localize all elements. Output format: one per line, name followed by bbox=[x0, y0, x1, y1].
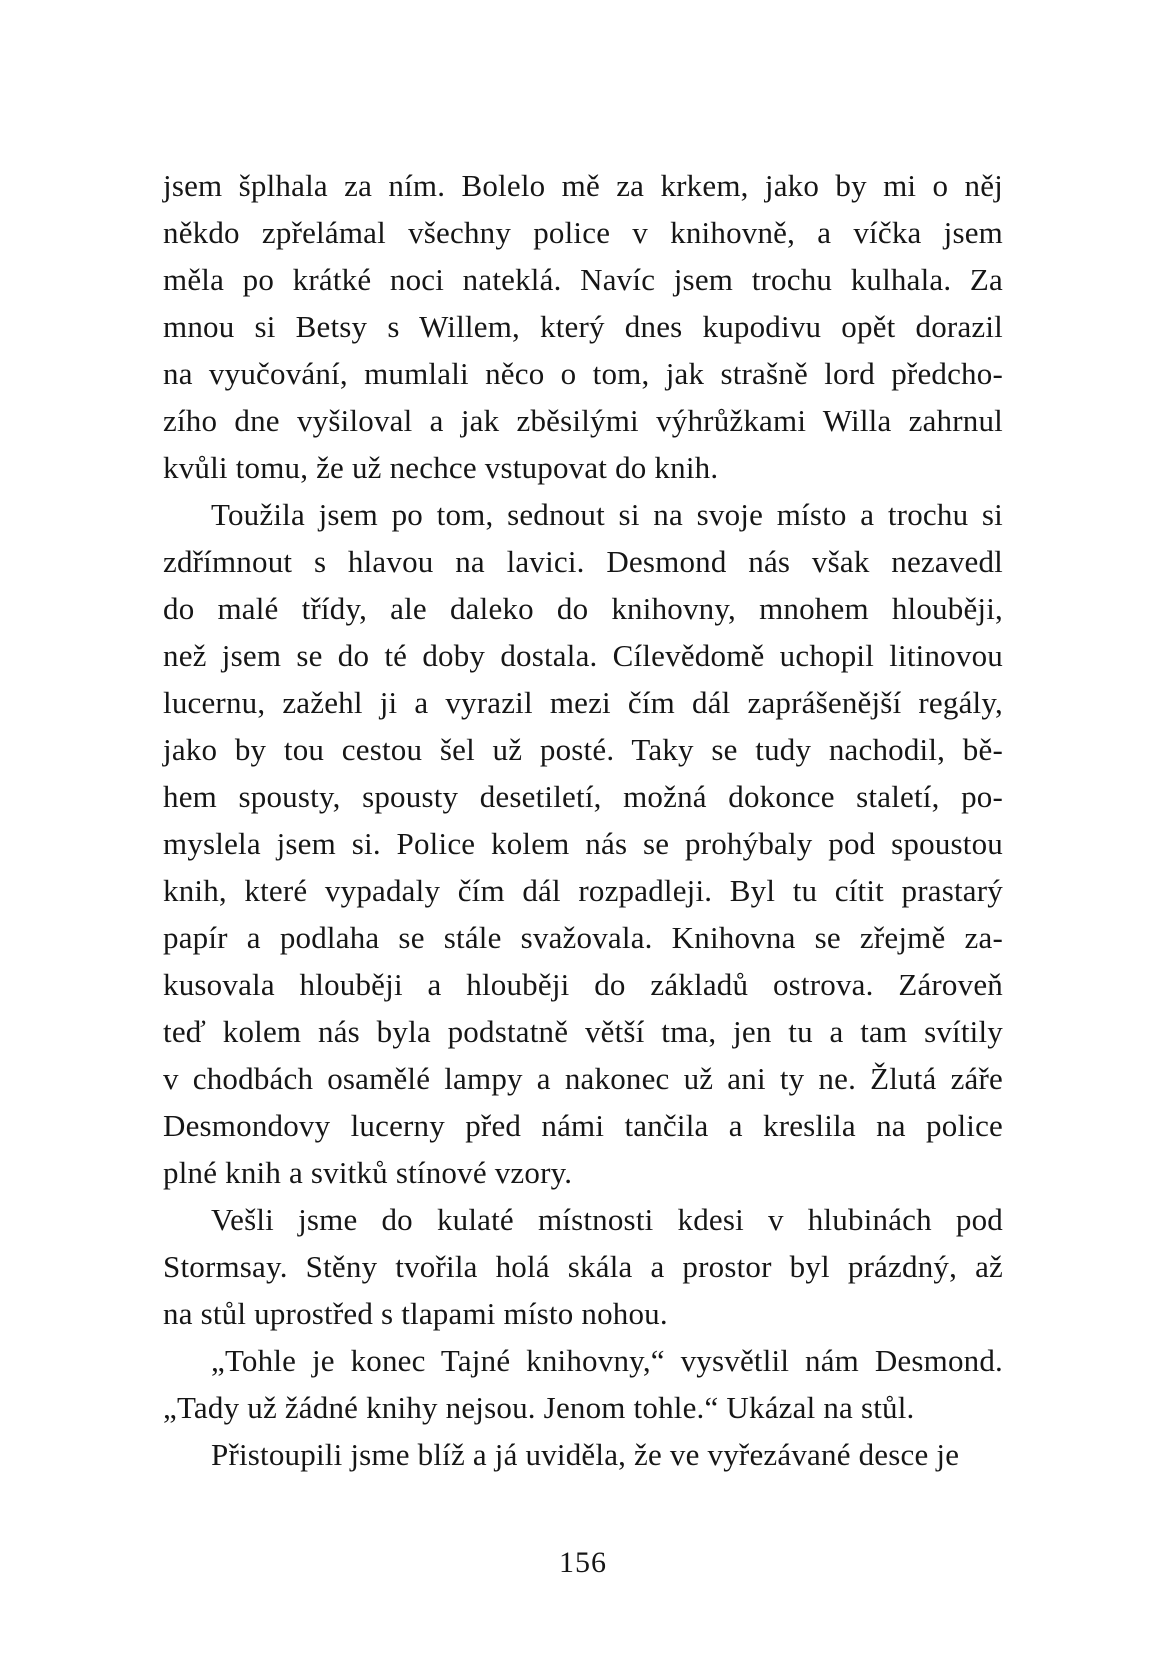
text-line: jsem šplhala za ním. Bolelo mě za krkem, jako by mi o něj bbox=[163, 168, 1003, 203]
text-line: jako by tou cestou šel už posté. Taky se tudy nachodil, bě- bbox=[163, 732, 1003, 767]
text-line: v chodbách osamělé lampy a nakonec už ani ty ne. Žlutá záře bbox=[163, 1061, 1003, 1096]
text-line: hem spousty, spousty desetiletí, možná dokonce staletí, po- bbox=[163, 779, 1003, 814]
paragraph bbox=[163, 162, 1003, 491]
text-line: „Tohle je konec Tajné knihovny,“ vysvětlil nám Desmond. bbox=[211, 1343, 1003, 1378]
text-line: Vešli jsme do kulaté místnosti kdesi v hlubinách pod bbox=[211, 1202, 1003, 1237]
text-line: Toužila jsem po tom, sednout si na svoje místo a trochu si bbox=[211, 497, 1003, 532]
text-line: než jsem se do té doby dostala. Cílevědomě uchopil litinovou bbox=[163, 638, 1003, 673]
text-line: někdo zpřelámal všechny police v knihovně, a víčka jsem bbox=[163, 215, 1003, 250]
text-line: kvůli tomu, že už nechce vstupovat do knih. bbox=[163, 450, 719, 485]
page-number: 156 bbox=[559, 1546, 607, 1579]
paragraph bbox=[163, 1431, 1003, 1478]
text-line: Desmondovy lucerny před námi tančila a kreslila na police bbox=[163, 1108, 1003, 1143]
text-block bbox=[163, 162, 1003, 1478]
text-line: Stormsay. Stěny tvořila holá skála a prostor byl prázdný, až bbox=[163, 1249, 1003, 1284]
text-line: kusovala hlouběji a hlouběji do základů ostrova. Zároveň bbox=[163, 967, 1003, 1002]
text-line: plné knih a svitků stínové vzory. bbox=[163, 1155, 573, 1190]
text-line: teď kolem nás byla podstatně větší tma, jen tu a tam svítily bbox=[163, 1014, 1003, 1049]
text-line: zdřímnout s hlavou na lavici. Desmond nás však nezavedl bbox=[163, 544, 1003, 579]
text-line: papír a podlaha se stále svažovala. Knihovna se zřejmě za- bbox=[163, 920, 1003, 955]
text-line: myslela jsem si. Police kolem nás se prohýbaly pod spoustou bbox=[163, 826, 1003, 861]
paragraph bbox=[163, 1337, 1003, 1431]
paragraph bbox=[163, 1196, 1003, 1337]
text-line: do malé třídy, ale daleko do knihovny, mnohem hlouběji, bbox=[163, 591, 1003, 626]
text-line: lucernu, zažehl ji a vyrazil mezi čím dál zaprášenější regály, bbox=[163, 685, 1003, 720]
paragraph bbox=[163, 491, 1003, 1196]
text-line: „Tady už žádné knihy nejsou. Jenom tohle.“ Ukázal na stůl. bbox=[163, 1390, 915, 1425]
text-line: Přistoupili jsme blíž a já uviděla, že ve vyřezávané desce je bbox=[211, 1437, 960, 1472]
text-line: na vyučování, mumlali něco o tom, jak strašně lord předcho- bbox=[163, 356, 1003, 391]
text-line: knih, které vypadaly čím dál rozpadleji. Byl tu cítit prastarý bbox=[163, 873, 1003, 908]
text-line: mnou si Betsy s Willem, který dnes kupodivu opět dorazil bbox=[163, 309, 1003, 344]
text-line: na stůl uprostřed s tlapami místo nohou. bbox=[163, 1296, 668, 1331]
text-line: měla po krátké noci nateklá. Navíc jsem trochu kulhala. Za bbox=[163, 262, 1003, 297]
text-line: zího dne vyšiloval a jak zběsilými výhrůžkami Willa zahrnul bbox=[163, 403, 1003, 438]
